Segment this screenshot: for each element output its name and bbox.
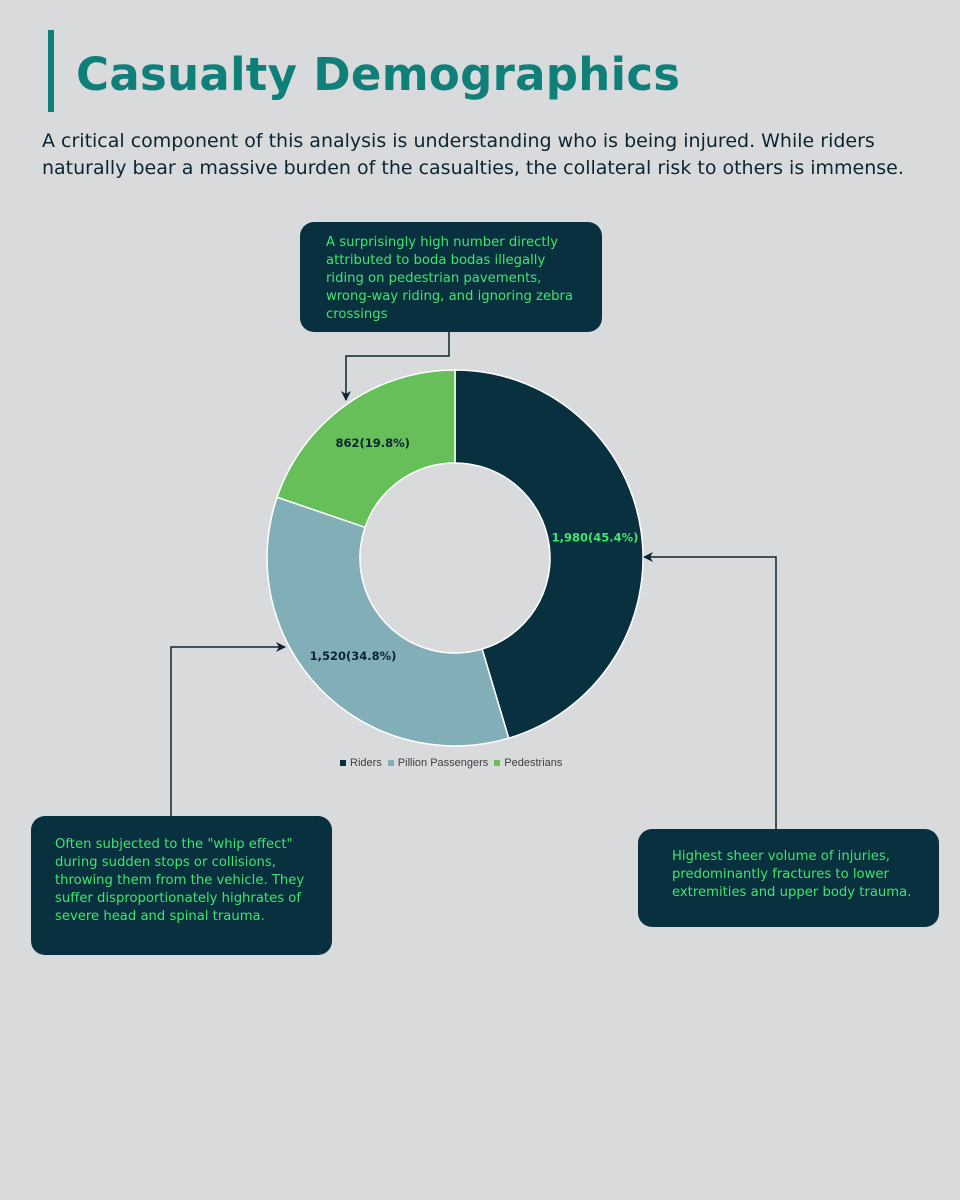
legend-item-pillion xyxy=(388,757,489,769)
data-label-pillion: 1,520(34.8%) xyxy=(309,649,397,664)
connector-arrow-pillion xyxy=(171,647,285,816)
callout-pillion-passengers: Often subjected to the "whip effect" during sudden stops or collisions, throwing them from the vehicle. They suffer disproportionately highrates of severe head and spinal trauma. xyxy=(31,816,332,955)
slice-pillion xyxy=(267,497,509,746)
connector-arrow-riders xyxy=(644,557,776,829)
legend-swatch-pedestrians xyxy=(494,760,500,766)
legend-swatch-riders xyxy=(340,760,346,766)
callout-pedestrians: A surprisingly high number directly attributed to boda bodas illegally riding on pedestrian pavements, wrong-way riding, and ignoring zebra crossings xyxy=(300,222,602,332)
intro-paragraph: A critical component of this analysis is understanding who is being injured. While riders naturally bear a massive burden of the casualties, the collateral risk to others is immense. xyxy=(42,130,904,179)
legend-label-pillion: Pillion Passengers xyxy=(397,757,489,769)
legend-label-pedestrians: Pedestrians xyxy=(504,757,563,769)
legend-label-riders: Riders xyxy=(350,757,382,769)
donut-slices xyxy=(267,370,643,746)
chart-legend xyxy=(340,757,562,769)
data-label-pedestrians: 862(19.8%) xyxy=(335,435,410,450)
page-title: Casualty Demographics xyxy=(76,48,681,101)
callout-riders: Highest sheer volume of injuries, predominantly fractures to lower extremities and upper body trauma. xyxy=(638,829,939,927)
legend-item-pedestrians xyxy=(494,757,562,769)
legend-item-riders xyxy=(340,757,382,769)
legend-swatch-pillion xyxy=(388,760,394,766)
data-label-riders: 1,980(45.4%) xyxy=(551,530,639,545)
